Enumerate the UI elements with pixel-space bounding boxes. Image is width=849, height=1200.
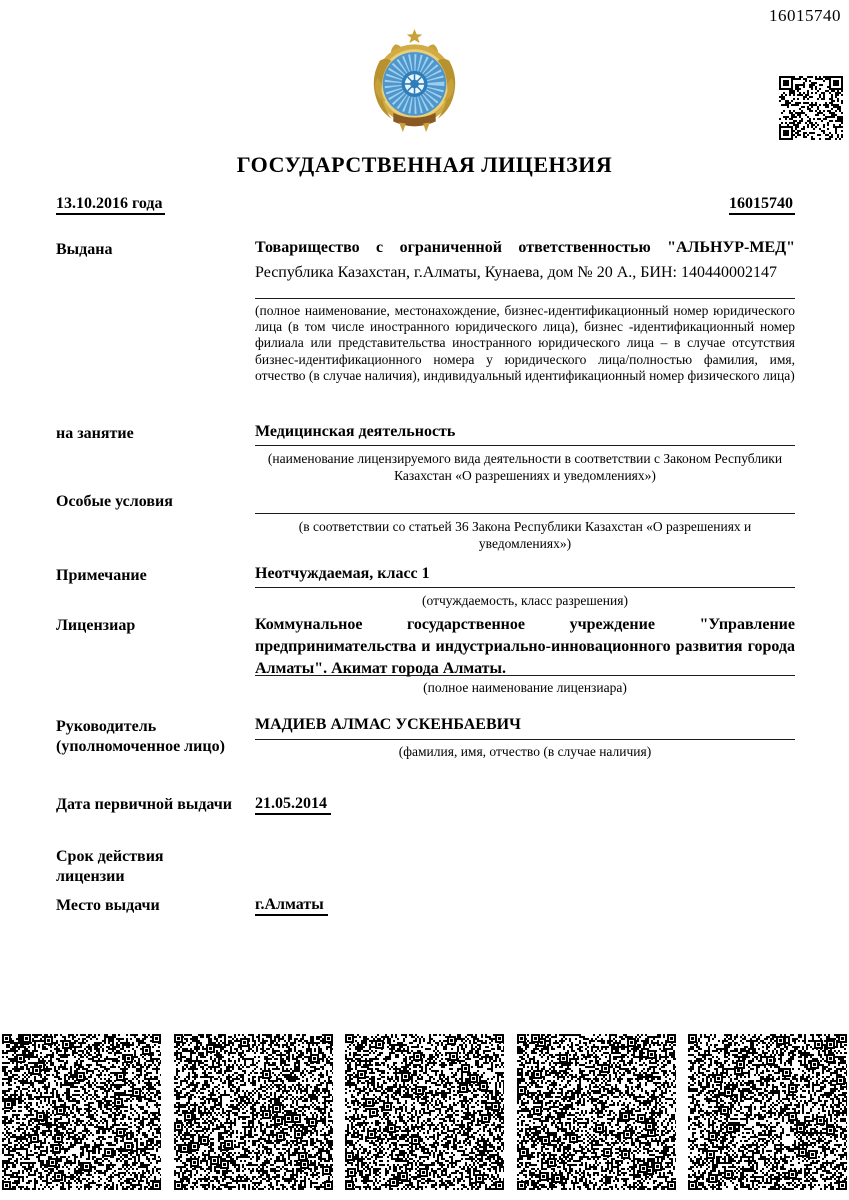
field-label-issued-to: Выдана: [56, 241, 113, 258]
signature-barcode-block: [2, 1034, 161, 1190]
rule-licensor: [255, 675, 795, 676]
first-issue-date-value: 21.05.2014: [255, 795, 331, 815]
field-label-validity: Срок действия лицензии: [56, 848, 164, 885]
issued-to-caption: (полное наименование, местонахождение, бизнес-идентификационный номер юридического лица (в том числе иностранного юридического лица), бизнес -идентификационный номер филиала или представительства иностранного юридического лица – в случае отсутствия бизнес-идентификационного номера у юридического лица/полностью фамилия, имя, отчество (в случае наличия), индивидуальный идентификационный номер физического лица): [255, 303, 795, 383]
license-number: 16015740: [729, 195, 795, 215]
licensor-value: Коммунальное государственное учреждение "Управление предпринимательства и индустриально-инновационного развития города Алматы". Акимат города Алматы.: [255, 616, 795, 677]
head-caption: (фамилия, имя, отчество (в случае наличия): [398, 744, 652, 759]
field-label-issue-place: Место выдачи: [56, 897, 160, 914]
activity-value: Медицинская деятельность: [255, 423, 456, 440]
signature-barcode-block: [688, 1034, 847, 1190]
signature-barcode-row: [2, 1034, 847, 1190]
document-title: ГОСУДАРСТВЕННАЯ ЛИЦЕНЗИЯ: [236, 152, 613, 177]
issued-to-address: Республика Казахстан, г.Алматы, Кунаева, дом № 20 А., БИН: 140440002147: [255, 264, 777, 281]
field-label-first-issue-date: Дата первичной выдачи: [56, 796, 233, 813]
issue-place-value: г.Алматы: [255, 896, 328, 916]
rule-head: [255, 739, 795, 740]
licensor-caption: (полное наименование лицензиара): [423, 680, 627, 695]
signature-barcode-block: [345, 1034, 504, 1190]
rule-special-conditions: [255, 513, 795, 514]
field-label-note: Примечание: [56, 567, 147, 584]
activity-caption: (наименование лицензируемого вида деятельности в соответствии с Законом Республики Казахстан «О разрешениях и уведомлениях»): [267, 451, 783, 483]
issue-date: 13.10.2016 года: [56, 195, 165, 215]
field-label-licensor: Лицензиар: [56, 617, 136, 634]
qr-code-icon: [777, 74, 845, 142]
document-number-top: 16015740: [769, 6, 841, 25]
field-label-special-conditions: Особые условия: [56, 493, 173, 510]
field-label-activity: на занятие: [56, 425, 134, 442]
note-caption: (отчуждаемость, класс разрешения): [422, 593, 628, 608]
signature-barcode-block: [174, 1034, 333, 1190]
kazakhstan-coat-of-arms-icon: [366, 28, 463, 136]
signature-barcode-block: [517, 1034, 676, 1190]
special-conditions-caption: (в соответствии со статьей 36 Закона Республики Казахстан «О разрешениях и уведомлениях»): [298, 519, 752, 551]
rule-activity: [255, 445, 795, 446]
issued-to-name: Товарищество с ограниченной ответственностью "АЛЬНУР-МЕД": [255, 239, 795, 256]
field-label-head: Руководитель (уполномоченное лицо): [56, 718, 225, 755]
rule-note: [255, 587, 795, 588]
head-value: МАДИЕВ АЛМАС УСКЕНБАЕВИЧ: [255, 716, 521, 733]
rule-issued-to: [255, 298, 795, 299]
note-value: Неотчуждаемая, класс 1: [255, 565, 430, 582]
